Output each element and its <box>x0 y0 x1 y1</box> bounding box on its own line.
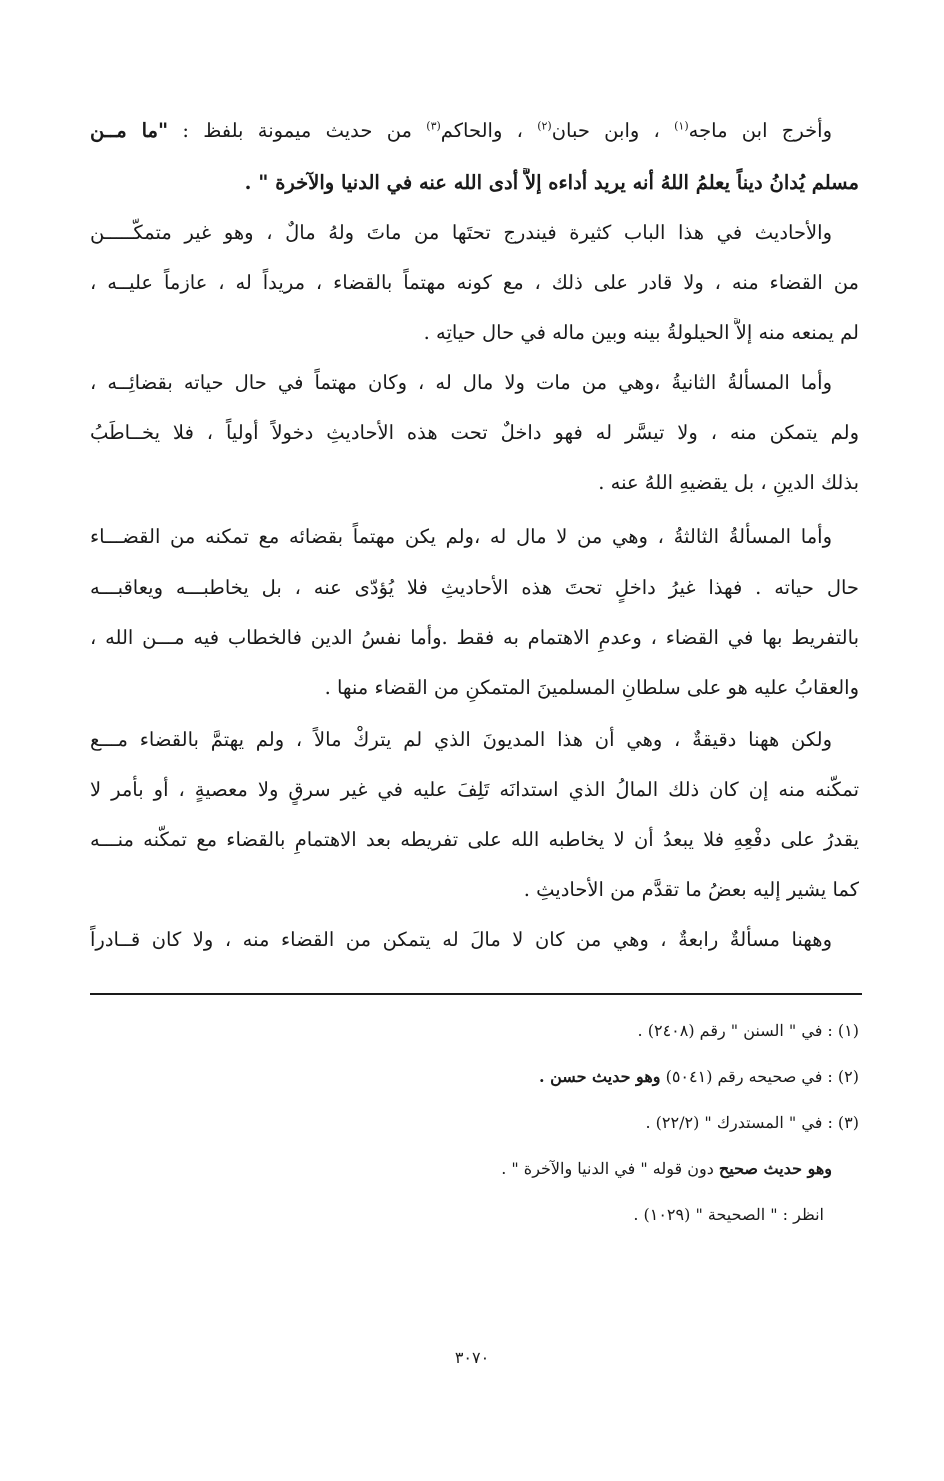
footnote-3: (٣) : في " المستدرك " (٢٢/٢) . <box>645 1113 859 1132</box>
paragraph-5-line-4: كما يشير إليه بعضُ ما تقدَّم من الأحاديثِ . <box>523 878 859 901</box>
paragraph-6-line-1: وههنا مسألةٌ رابعةٌ ، وهي من كان لا مالَ له يتمكن من القضاء منه ، ولا كان قــادراً <box>90 928 832 951</box>
footnote-2-text: (٢) : في صحيحه رقم (٥٠٤١) <box>660 1067 859 1086</box>
paragraph-2-line-2: من القضاء منه ، ولا قادر على ذلك ، مع كونه مهتماً بالقضاء ، مريداً له ، عازماً عليــه ، <box>90 271 859 294</box>
footnote-ref-3[interactable]: (٣) <box>426 119 441 133</box>
paragraph-4-line-3: بالتفريط بها في القضاء ، وعدمِ الاهتمام به فقط .وأما نفسُ الدين فالخطاب فيه مـــن الله ، <box>90 626 859 649</box>
paragraph-4-line-1: وأما المسألةُ الثالثةُ ، وهي من لا مال له ،ولم يكن مهتماً بقضائه مع تمكنه من القضـــاء <box>90 525 832 548</box>
paragraph-3-line-3: بذلك الدينِ ، بل يقضيهِ اللهُ عنه . <box>598 471 859 494</box>
paragraph-5-line-2: تمكّنه منه إن كان ذلك المالُ الذي استدانَه تَلِفَ عليه في غير سرقٍ ولا معصيةٍ ، أو بأمر لا <box>90 778 859 801</box>
page-number: ٣٠٧٠ <box>454 1348 490 1367</box>
paragraph-2-line-1: والأحاديث في هذا الباب كثيرة فيندرج تحتَها من ماتَ ولهُ مالٌ ، وهو غير متمكّـــــن <box>90 221 832 244</box>
footnote-ref-1[interactable]: (١) <box>674 119 689 133</box>
text-span: ، وابن حبان <box>551 119 675 142</box>
footnote-3-remark: دون قوله " في الدنيا والآخرة " . <box>501 1159 719 1178</box>
footnote-2-grade: وهو حديث حسن . <box>538 1067 661 1086</box>
footnote-1: (١) : في " السنن " رقم (٢٤٠٨) . <box>637 1021 859 1040</box>
paragraph-3-line-2: ولم يتمكن منه ، ولا تيسَّر له فهو داخلٌ تحت هذه الأحاديثِ دخولاً أولياً ، فلا يخــاطَبُ <box>90 421 859 444</box>
paragraph-1-line-2: مسلم يُدانُ ديناً يعلمُ اللهُ أنه يريد أداءه إلاَّ أدى الله عنه في الدنيا والآخرة " . <box>244 171 859 194</box>
paragraph-2-line-3: لم يمنعه منه إلاَّ الحيلولةُ بينه وبين ماله في حال حياتِه . <box>423 321 859 344</box>
paragraph-4-line-4: والعقابُ عليه هو على سلطانِ المسلمينَ المتمكنِ من القضاء منها . <box>324 676 859 699</box>
paragraph-5-line-1: ولكن ههنا دقيقةٌ ، وهي أن هذا المديونَ الذي لم يتركْ مالاً ، ولم يهتمَّ بالقضاء مـــع <box>90 728 832 751</box>
text-span: وأخرج ابن ماجه <box>688 119 832 142</box>
footnote-ref-2[interactable]: (٢) <box>537 119 552 133</box>
footnote-3-note <box>90 1156 832 1182</box>
paragraph-1-line-1 <box>90 116 832 146</box>
text-span: من حديث ميمونة بلفظ : <box>168 119 427 142</box>
text-span: ، والحاكم <box>440 119 538 142</box>
paragraph-4-line-2: حال حياته . فهذا غيرُ داخلٍ تحتَ هذه الأحاديثِ فلا يُؤدّى عنه ، بل يخاطبـــه ويعاقبـــه <box>90 576 859 599</box>
footnote-3-grade: وهو حديث صحيح <box>718 1159 832 1178</box>
paragraph-3-line-1: وأما المسألةُ الثانيةُ ،وهي من مات ولا مال له ، وكان مهتماً في حال حياته بقضائِــه ، <box>90 371 832 394</box>
paragraph-5-line-3: يقدرُ على دفْعِهِ فلا يبعدُ أن لا يخاطبه الله على تفريطه بعد الاهتمامِ بالقضاء مع تمكّنه منـــه <box>90 828 859 851</box>
hadith-quote-start: "ما مــن <box>90 119 169 142</box>
footnote-divider <box>90 993 862 995</box>
footnote-3-reference: انظر : " الصحيحة " (١٠٢٩) . <box>633 1205 824 1224</box>
footnote-2 <box>90 1064 859 1090</box>
